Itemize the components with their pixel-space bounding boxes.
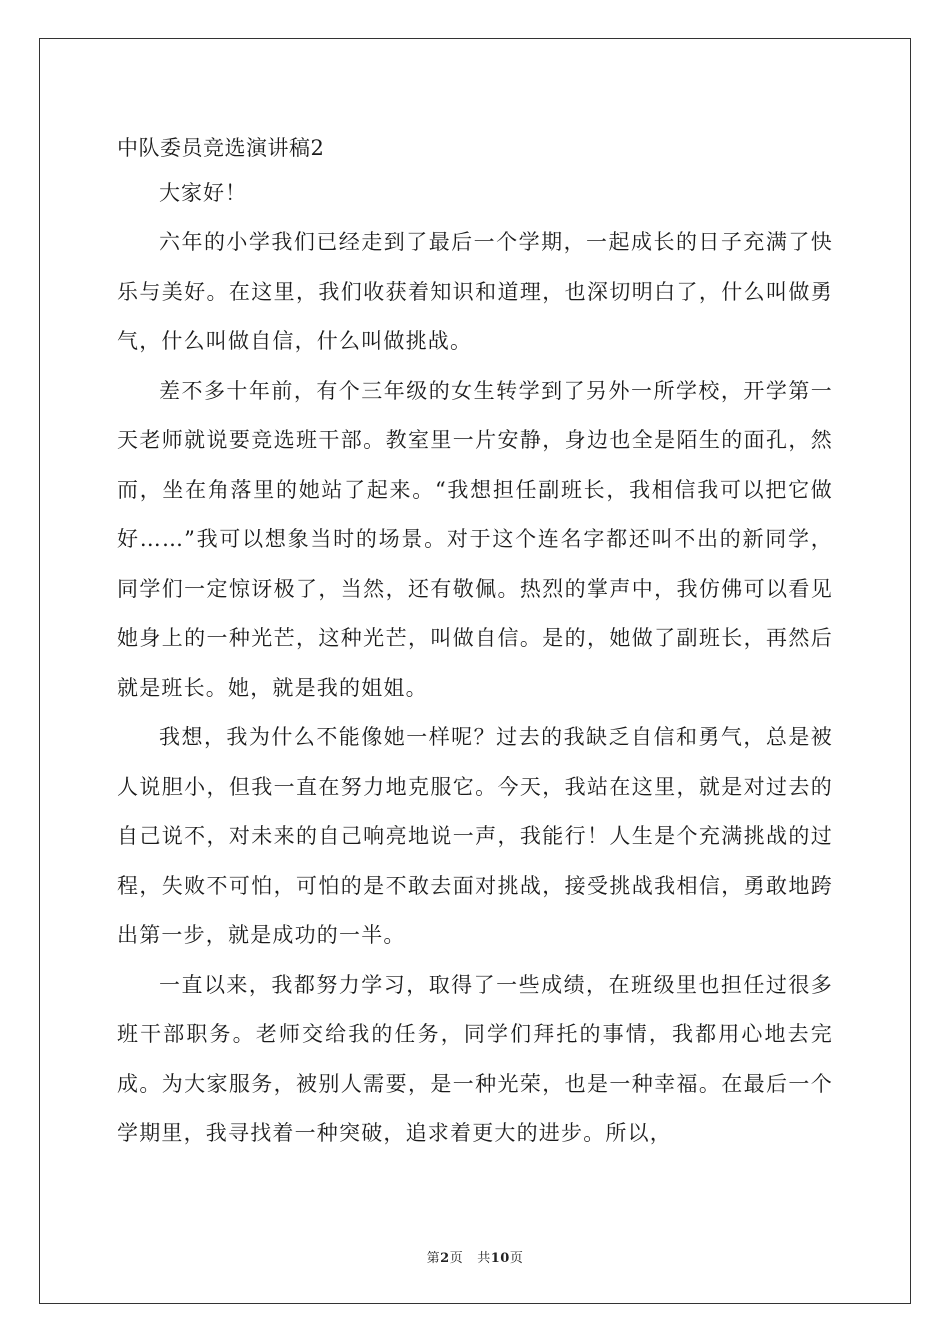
page-total-label: 共10页 (477, 1251, 524, 1266)
document-title: 中队委员竞选演讲稿2 (117, 136, 325, 160)
page-footer (0, 1247, 950, 1266)
paragraph-2: 差不多十年前，有个三年级的女生转学到了另外一所学校，开学第一天老师就说要竞选班干部。教室里一片安静，身边也全是陌生的面孔，然而，坐在角落里的她站了起来。“我想担任副班长，我相信我可以把它做好……”我可以想象当时的场景。对于这个连名字都还叫不出的新同学，同学们一定惊讶极了，当然，还有敬佩。热烈的掌声中，我仿佛可以看见她身上的一种光芒，这种光芒，叫做自信。是的，她做了副班长，再然后就是班长。她，就是我的姐姐。 (117, 378, 833, 700)
greeting-line: 大家好！ (159, 181, 247, 205)
document-body (117, 128, 833, 1159)
page-number-label: 第2页 (426, 1251, 464, 1266)
paragraph-3: 我想，我为什么不能像她一样呢？过去的我缺乏自信和勇气，总是被人说胆小，但我一直在努力地克服它。今天，我站在这里，就是对过去的自己说不，对未来的自己响亮地说一声，我能行！人生是个充满挑战的过程，失败不可怕，可怕的是不敢去面对挑战，接受挑战我相信，勇敢地跨出第一步，就是成功的一半。 (117, 725, 833, 947)
paragraph-1: 六年的小学我们已经走到了最后一个学期，一起成长的日子充满了快乐与美好。在这里，我们收获着知识和道理，也深切明白了，什么叫做勇气，什么叫做自信，什么叫做挑战。 (117, 230, 833, 353)
paragraph-4: 一直以来，我都努力学习，取得了一些成绩，在班级里也担任过很多班干部职务。老师交给我的任务，同学们拜托的事情，我都用心地去完成。为大家服务，被别人需要，是一种光荣，也是一种幸福。在最后一个学期里，我寻找着一种突破，追求着更大的进步。所以， (117, 972, 833, 1145)
